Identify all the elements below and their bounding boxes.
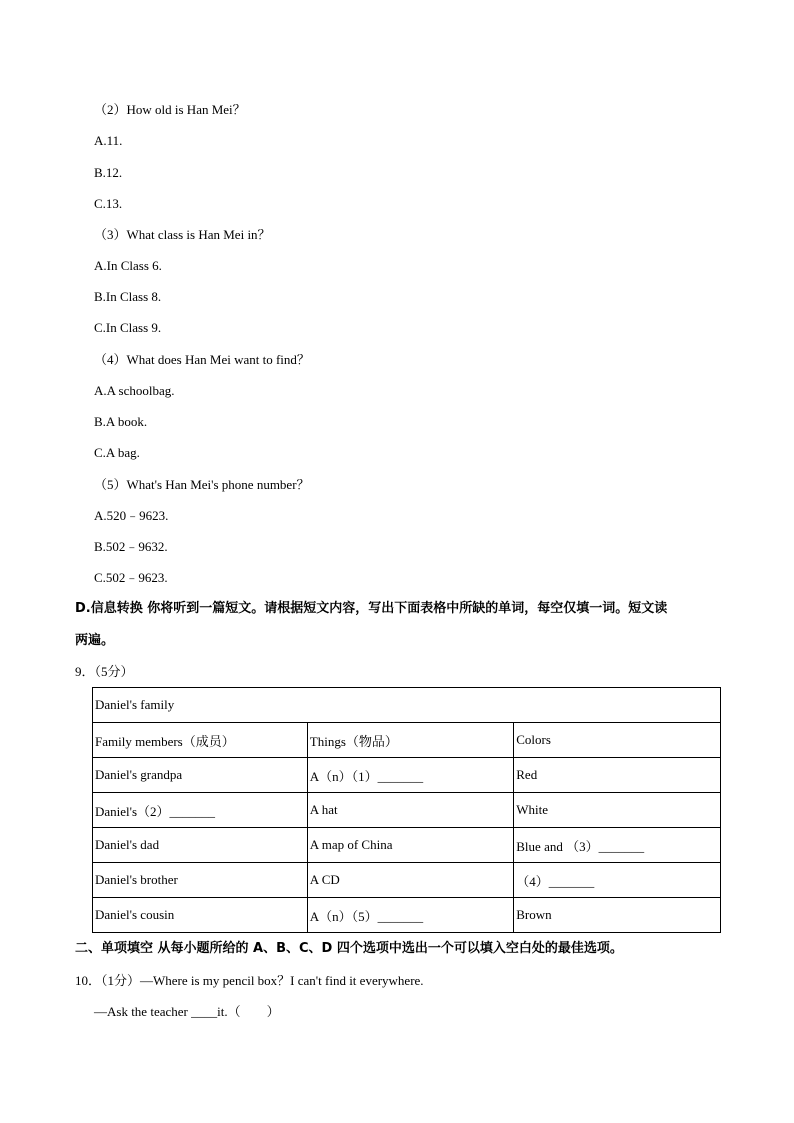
header-things: Things（物品） bbox=[307, 723, 513, 758]
table-title: Daniel's family bbox=[93, 688, 721, 723]
question-10-continued: —Ask the teacher ____it.（ ） bbox=[94, 1004, 280, 1019]
table-cell-blank: Daniel's（2）_______ bbox=[93, 793, 308, 828]
question-2-option-b: B.12. bbox=[94, 165, 123, 180]
header-family-members: Family members（成员） bbox=[93, 723, 308, 758]
table-cell: Daniel's grandpa bbox=[93, 758, 308, 793]
table-cell: A CD bbox=[307, 863, 513, 898]
question-3: （3）What class is Han Mei in？ bbox=[94, 227, 271, 242]
table-cell: Daniel's brother bbox=[93, 863, 308, 898]
daniels-family-table bbox=[92, 687, 721, 933]
table-cell: A hat bbox=[307, 793, 513, 828]
question-5-option-a: A.520﹣9623. bbox=[94, 508, 169, 523]
table-row bbox=[93, 758, 721, 793]
table-row bbox=[93, 793, 721, 828]
table-title-row bbox=[93, 688, 721, 723]
section-2-heading: 二、单项填空 从每小题所给的 A、B、C、D 四个选项中选出一个可以填入空白处的最佳选项。 bbox=[75, 941, 623, 956]
question-4: （4）What does Han Mei want to find？ bbox=[94, 352, 310, 367]
table-cell: Brown bbox=[514, 898, 721, 933]
table-cell: A map of China bbox=[307, 828, 513, 863]
table-cell: White bbox=[514, 793, 721, 828]
header-colors: Colors bbox=[514, 723, 721, 758]
question-3-option-b: B.In Class 8. bbox=[94, 289, 162, 304]
table-row bbox=[93, 898, 721, 933]
question-3-option-c: C.In Class 9. bbox=[94, 320, 162, 335]
section-d-instruction-continued: 两遍。 bbox=[75, 633, 115, 648]
question-5-option-b: B.502﹣9632. bbox=[94, 539, 168, 554]
table-cell-blank: （4）_______ bbox=[514, 863, 721, 898]
question-10: 10．（1分）—Where is my pencil box？I can't find it everywhere. bbox=[75, 973, 424, 988]
table-cell: Red bbox=[514, 758, 721, 793]
question-2-option-c: C.13. bbox=[94, 196, 123, 211]
question-2-option-a: A.11. bbox=[94, 133, 123, 148]
question-5-option-c: C.502﹣9623. bbox=[94, 570, 168, 585]
table-cell-blank: Blue and （3）_______ bbox=[514, 828, 721, 863]
table-cell-blank: A（n）（1）_______ bbox=[307, 758, 513, 793]
table-cell-blank: A（n）（5）_______ bbox=[307, 898, 513, 933]
question-5: （5）What's Han Mei's phone number？ bbox=[94, 477, 310, 492]
table-row bbox=[93, 828, 721, 863]
question-4-option-b: B.A book. bbox=[94, 414, 148, 429]
table-row bbox=[93, 863, 721, 898]
table-header-row bbox=[93, 723, 721, 758]
question-4-option-c: C.A bag. bbox=[94, 445, 140, 460]
question-3-option-a: A.In Class 6. bbox=[94, 258, 162, 273]
table-cell: Daniel's dad bbox=[93, 828, 308, 863]
question-4-option-a: A.A schoolbag. bbox=[94, 383, 175, 398]
section-d-instruction: D.信息转换 你将听到一篇短文。请根据短文内容，写出下面表格中所缺的单词，每空仅填一词。短文读 bbox=[75, 601, 668, 616]
question-2: （2）How old is Han Mei？ bbox=[94, 102, 246, 117]
question-9-number: 9．（5分） bbox=[75, 664, 134, 679]
table-cell: Daniel's cousin bbox=[93, 898, 308, 933]
